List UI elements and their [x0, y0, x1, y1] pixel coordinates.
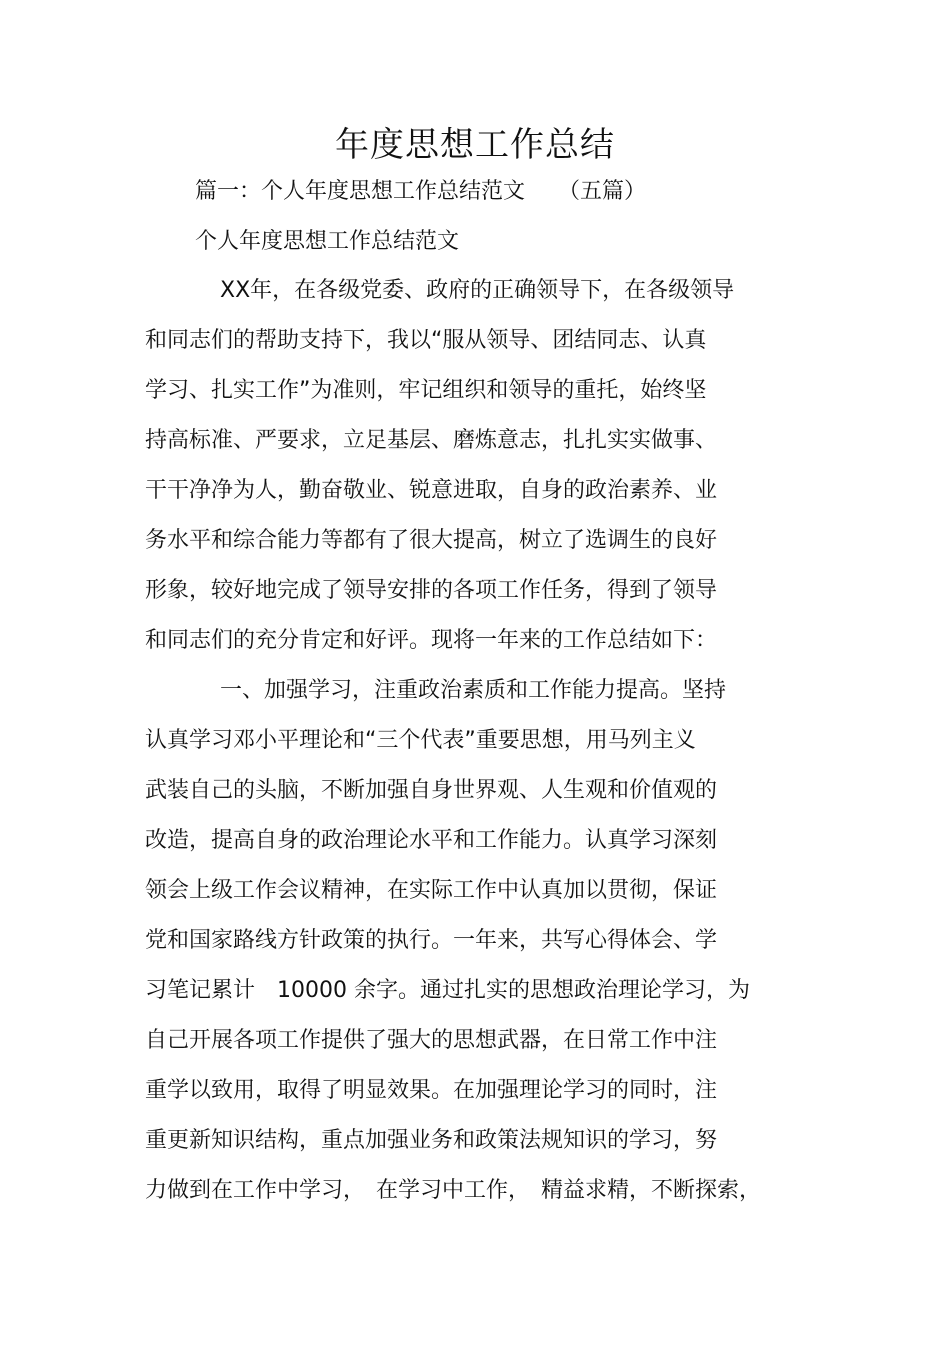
- body-line: 重更新知识结构，重点加强业务和政策法规知识的学习，努: [145, 1128, 718, 1153]
- body-line: 党和国家路线方针政策的执行。一年来，共写心得体会、学: [145, 928, 718, 953]
- body-line: 习笔记累计 10000 余字。通过扎实的思想政治理论学习，为: [145, 978, 750, 1003]
- body-line: 和同志们的帮助支持下，我以“服从领导、团结同志、认真: [145, 328, 707, 353]
- body-line: 一、加强学习，注重政治素质和工作能力提高。坚持: [220, 678, 727, 703]
- body-line: 持高标准、严要求，立足基层、磨炼意志，扎扎实实做事、: [145, 428, 718, 453]
- body-line: 干干净净为人，勤奋敬业、锐意进取，自身的政治素养、业: [145, 478, 718, 503]
- body-line: 和同志们的充分肯定和好评。现将一年来的工作总结如下：: [145, 628, 718, 653]
- body-line: 改造，提高自身的政治理论水平和工作能力。认真学习深刻: [145, 828, 718, 853]
- body-line: 领会上级工作会议精神，在实际工作中认真加以贯彻，保证: [145, 878, 718, 903]
- body-line: 重学以致用，取得了明显效果。在加强理论学习的同时，注: [145, 1078, 718, 1103]
- body-line: XX年，在各级党委、政府的正确领导下，在各级领导: [220, 278, 735, 303]
- body-line: 认真学习邓小平理论和“三个代表”重要思想，用马列主义: [145, 728, 696, 753]
- body-line: 力做到在工作中学习， 在学习中工作， 精益求精，不断探索，: [145, 1178, 762, 1203]
- body-line: 自己开展各项工作提供了强大的思想武器，在日常工作中注: [145, 1028, 718, 1053]
- body-line: 武装自己的头脑，不断加强自身世界观、人生观和价值观的: [145, 778, 718, 803]
- document-title: 年度思想工作总结: [335, 125, 615, 165]
- body-line: 学习、扎实工作”为准则，牢记组织和领导的重托，始终坚: [145, 378, 707, 403]
- body-line: 形象，较好地完成了领导安排的各项工作任务，得到了领导: [145, 578, 718, 603]
- body-line: 务水平和综合能力等都有了很大提高，树立了选调生的良好: [145, 528, 718, 553]
- section-heading: 个人年度思想工作总结范文: [195, 229, 460, 254]
- document-subtitle: 篇一：个人年度思想工作总结范文 （五篇）: [195, 179, 647, 204]
